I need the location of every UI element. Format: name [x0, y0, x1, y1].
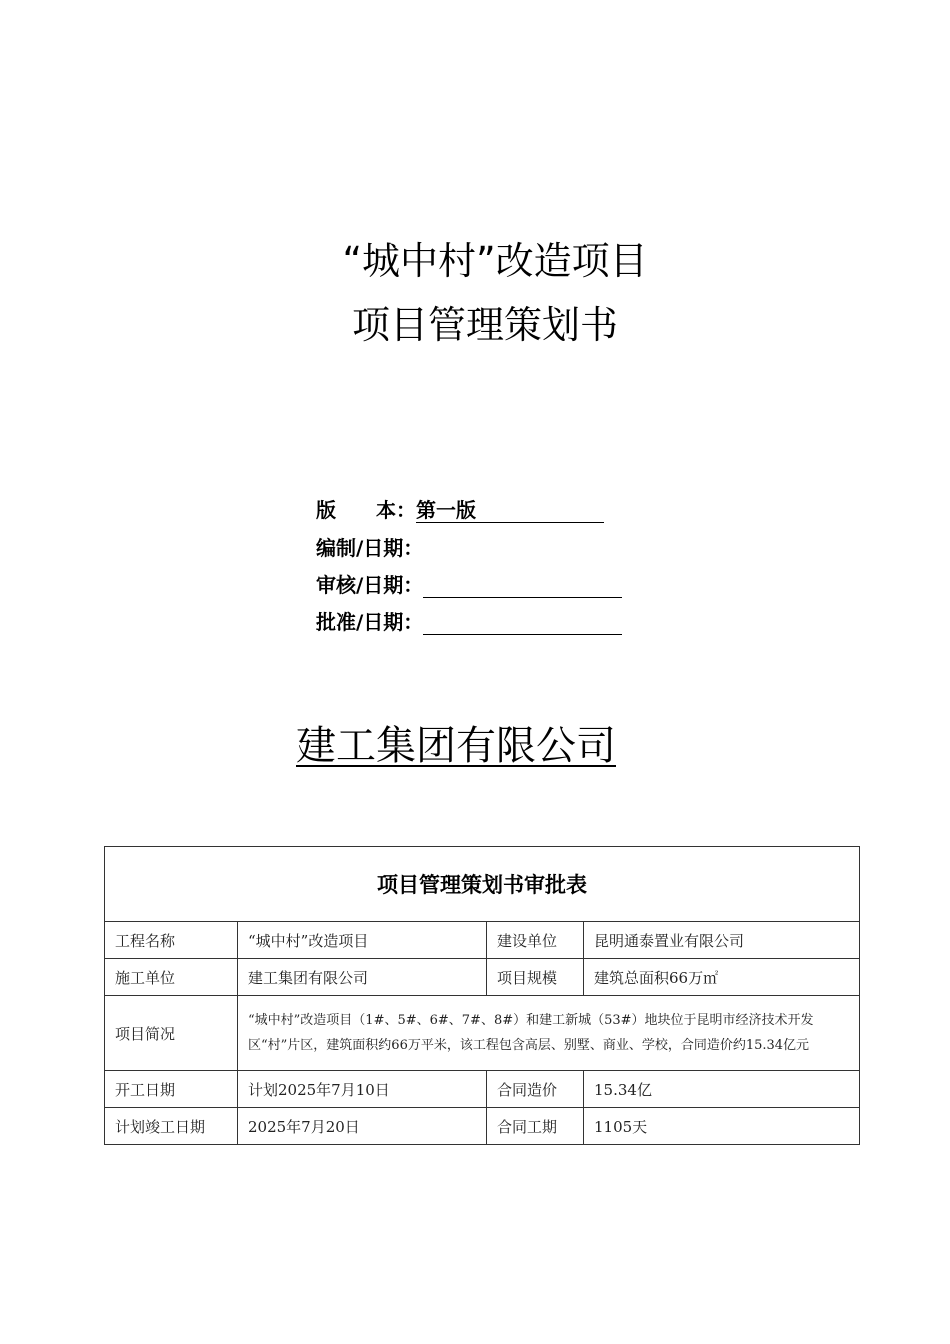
compile-date-field	[316, 535, 423, 561]
approve-date-line	[423, 610, 622, 635]
start-date-label: 开工日期	[105, 1071, 238, 1108]
table-row	[105, 922, 860, 959]
version-label: 版 本：	[316, 498, 416, 522]
approval-table	[104, 846, 860, 1145]
company-name-text: 建工集团有限公司	[296, 723, 616, 769]
table-row	[105, 1071, 860, 1108]
document-title-line1: “城中村”改造项目	[342, 239, 648, 283]
company-name	[0, 720, 950, 772]
review-date-field	[316, 572, 622, 598]
table-row	[105, 1108, 860, 1145]
contract-price-value: 15.34亿	[584, 1071, 860, 1108]
project-overview-value: “城中村”改造项目（1#、5#、6#、7#、8#）和建工新城（53#）地块位于昆明市经济技术开发区“村”片区，建筑面积约66万平米，该工程包含高层、别墅、商业、学校，合同造价约15.34亿元	[238, 996, 860, 1071]
table-row	[105, 996, 860, 1071]
approval-table-title: 项目管理策划书审批表	[105, 847, 860, 922]
document-title-line2: 项目管理策划书	[351, 303, 618, 347]
contract-duration-label: 合同工期	[487, 1108, 584, 1145]
table-row	[105, 959, 860, 996]
planned-completion-value: 2025年7月20日	[238, 1108, 487, 1145]
contract-price-label: 合同造价	[487, 1071, 584, 1108]
review-date-label: 审核/日期：	[316, 573, 424, 597]
contractor-label: 施工单位	[105, 959, 238, 996]
developer-value: 昆明通泰置业有限公司	[584, 922, 860, 959]
planned-completion-label: 计划竣工日期	[105, 1108, 238, 1145]
project-scale-value: 建筑总面积66万㎡	[584, 959, 860, 996]
review-date-line	[423, 573, 622, 598]
contractor-value: 建工集团有限公司	[238, 959, 487, 996]
compile-date-label: 编制/日期：	[316, 536, 424, 560]
project-scale-label: 项目规模	[487, 959, 584, 996]
project-name-label: 工程名称	[105, 922, 238, 959]
version-value: 第一版	[416, 498, 604, 523]
project-overview-label: 项目简况	[105, 996, 238, 1071]
developer-label: 建设单位	[487, 922, 584, 959]
version-field	[316, 497, 604, 523]
contract-duration-value: 1105天	[584, 1108, 860, 1145]
approve-date-field	[316, 609, 622, 635]
start-date-value: 计划2025年7月10日	[238, 1071, 487, 1108]
approval-table-title-row	[105, 847, 860, 922]
approve-date-label: 批准/日期：	[316, 610, 424, 634]
project-name-value: “城中村”改造项目	[238, 922, 487, 959]
